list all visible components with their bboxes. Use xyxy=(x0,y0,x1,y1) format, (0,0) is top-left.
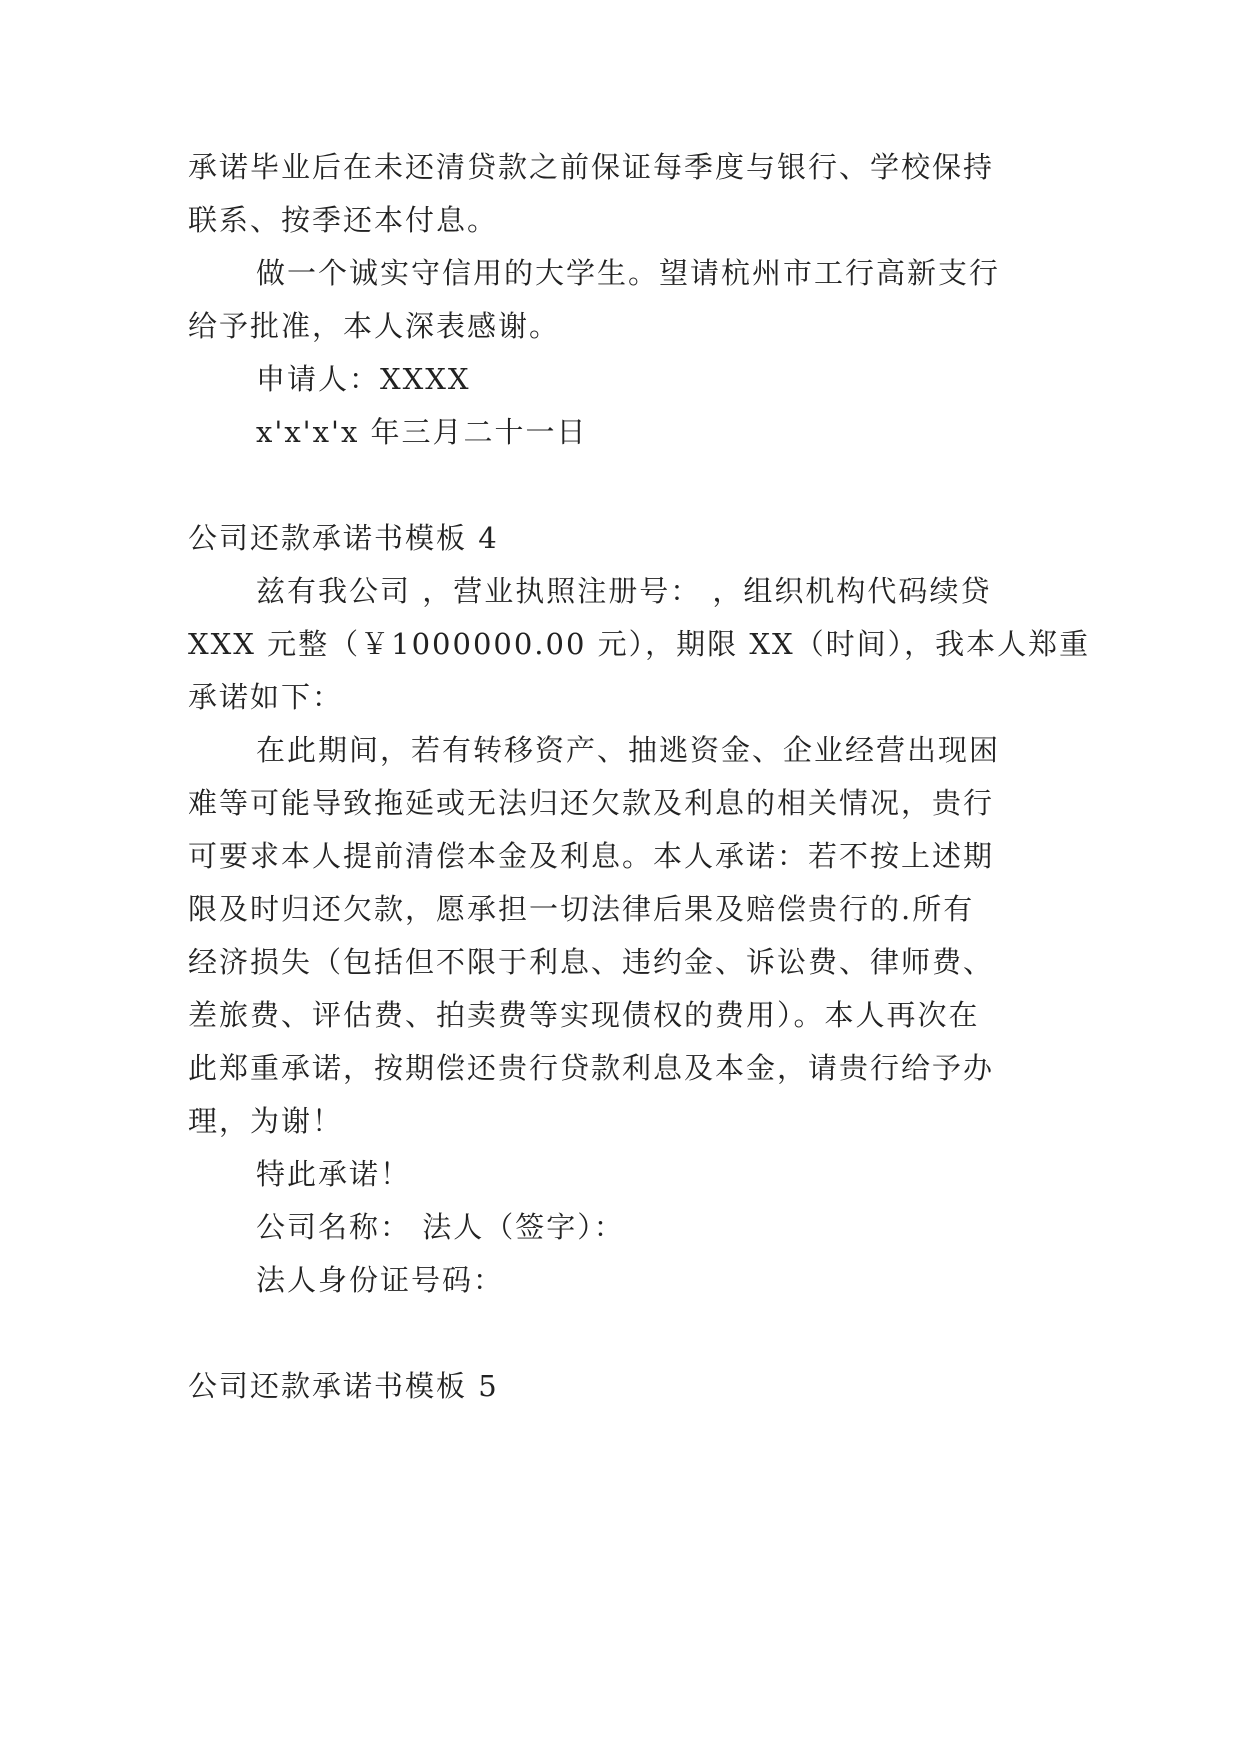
paragraph-line: 此郑重承诺，按期偿还贵行贷款利息及本金，请贵行给予办 xyxy=(188,1051,995,1085)
paragraph-line: 联系、按季还本付息。 xyxy=(188,203,499,237)
paragraph-line: 经济损失（包括但不限于利息、违约金、诉讼费、律师费、 xyxy=(188,945,995,979)
section-heading: 公司还款承诺书模板 5 xyxy=(188,1369,499,1403)
paragraph-line: 差旅费、评估费、拍卖费等实现债权的费用）。本人再次在 xyxy=(188,998,980,1032)
id-number-line: 法人身份证号码： xyxy=(256,1263,505,1297)
section-heading: 公司还款承诺书模板 4 xyxy=(188,521,499,555)
signature-line: 公司名称： 法人（签字）： xyxy=(256,1210,625,1244)
closing-line: 特此承诺！ xyxy=(256,1157,412,1191)
paragraph-line: 承诺如下： xyxy=(188,680,344,714)
paragraph-line: 承诺毕业后在未还清贷款之前保证每季度与银行、学校保持 xyxy=(188,150,995,184)
paragraph-line: XXX 元整（￥1000000.00 元），期限 XX（时间），我本人郑重 xyxy=(188,627,1091,661)
paragraph-line: 限及时归还欠款，愿承担一切法律后果及赔偿贵行的.所有 xyxy=(188,892,975,926)
paragraph-line: 可要求本人提前清偿本金及利息。本人承诺：若不按上述期 xyxy=(188,839,995,873)
date-line: x'x'x'x 年三月二十一日 xyxy=(256,415,588,449)
paragraph-line: 在此期间，若有转移资产、抽逃资金、企业经营出现困 xyxy=(256,733,1001,767)
applicant-line: 申请人：XXXX xyxy=(256,362,471,396)
paragraph-line: 难等可能导致拖延或无法归还欠款及利息的相关情况，贵行 xyxy=(188,786,995,820)
paragraph-line: 做一个诚实守信用的大学生。望请杭州市工行高新支行 xyxy=(256,256,1001,290)
paragraph-line: 理，为谢！ xyxy=(188,1104,344,1138)
paragraph-line: 兹有我公司 ，营业执照注册号： ，组织机构代码续贷 xyxy=(256,574,992,608)
paragraph-line: 给予批准，本人深表感谢。 xyxy=(188,309,561,343)
